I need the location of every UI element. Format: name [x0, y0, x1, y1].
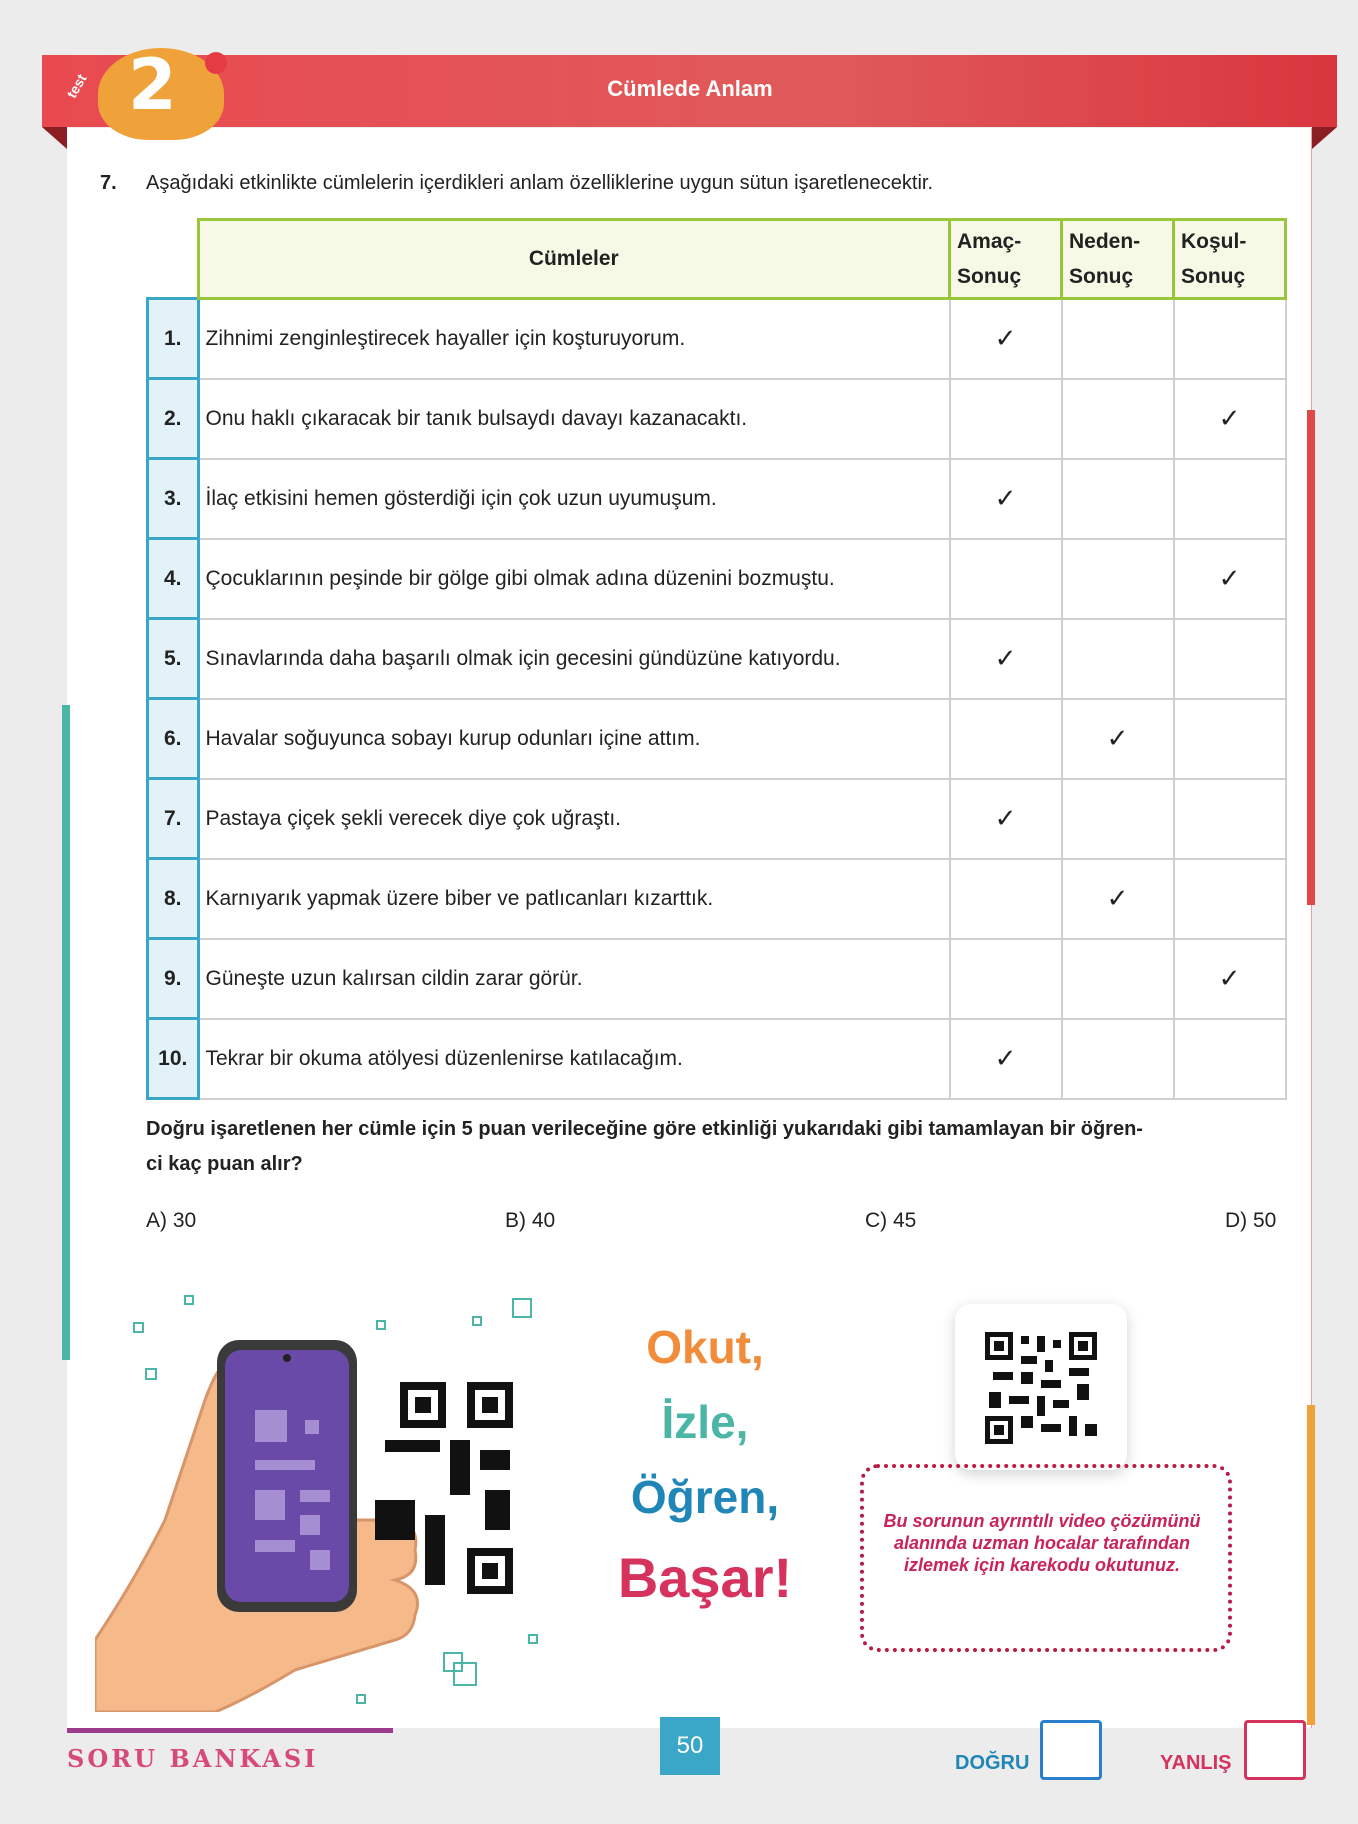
table-row — [148, 779, 1286, 859]
cell-kosul-sonuc[interactable] — [1174, 459, 1286, 539]
promo-word-izle: İzle, — [661, 1396, 749, 1448]
row-number: 8. — [148, 859, 199, 939]
activity-table — [146, 218, 1287, 1100]
cell-neden-sonuc[interactable] — [1062, 779, 1174, 859]
cell-amac-sonuc[interactable] — [950, 379, 1062, 459]
side-accent-teal — [62, 705, 70, 1360]
deco-square — [376, 1320, 386, 1330]
cell-neden-sonuc[interactable] — [1062, 1019, 1174, 1099]
test-word: test — [63, 71, 90, 101]
header-fold-right — [1312, 127, 1337, 149]
option-b[interactable]: B) 40 — [505, 1209, 556, 1232]
page-title: Cümlede Anlam — [607, 76, 773, 101]
question-prompt: Doğru işaretlenen her cümle için 5 puan verileceğine göre etkinliği yukarıdaki gibi tamamlayan bir öğren- ci kaç puan alır? — [146, 1118, 1143, 1175]
cell-amac-sonuc[interactable]: ✓ — [950, 1019, 1062, 1099]
cell-amac-sonuc[interactable]: ✓ — [950, 299, 1062, 379]
row-number: 4. — [148, 539, 199, 619]
cell-amac-sonuc[interactable]: ✓ — [950, 779, 1062, 859]
cell-amac-sonuc[interactable]: ✓ — [950, 459, 1062, 539]
row-number: 9. — [148, 939, 199, 1019]
cell-neden-sonuc[interactable]: ✓ — [1062, 859, 1174, 939]
question-text: Aşağıdaki etkinlikte cümlelerin içerdikleri anlam özelliklerine uygun sütun işaretlenecektir. — [146, 172, 934, 194]
header-neden-sonuc: Neden- Sonuç — [1062, 220, 1174, 299]
cell-kosul-sonuc[interactable]: ✓ — [1174, 939, 1286, 1019]
qr-card-overlay — [955, 1304, 1127, 1470]
table-row — [148, 939, 1286, 1019]
cell-kosul-sonuc[interactable]: ✓ — [1174, 379, 1286, 459]
table-row — [148, 859, 1286, 939]
cell-kosul-sonuc[interactable] — [1174, 699, 1286, 779]
cell-neden-sonuc[interactable] — [1062, 379, 1174, 459]
deco-square — [133, 1322, 144, 1333]
header-amac-sonuc: Amaç- Sonuç — [950, 220, 1062, 299]
badge-dot — [205, 52, 227, 74]
cell-amac-sonuc[interactable] — [950, 539, 1062, 619]
test-number: 2 — [128, 44, 177, 126]
table-row — [148, 459, 1286, 539]
row-sentence: Çocuklarının peşinde bir gölge gibi olmak adına düzenini bozmuştu. — [198, 539, 950, 619]
side-accent-red — [1307, 410, 1315, 905]
header-blank — [148, 220, 199, 299]
option-c[interactable]: C) 45 — [865, 1209, 917, 1232]
deco-square — [528, 1634, 538, 1644]
correct-count-box[interactable] — [1040, 1720, 1102, 1780]
table-row — [148, 699, 1286, 779]
cell-kosul-sonuc[interactable] — [1174, 299, 1286, 379]
promo-word-ogren: Öğren, — [630, 1471, 780, 1523]
promo-word-okut: Okut, — [646, 1321, 764, 1373]
cell-kosul-sonuc[interactable] — [1174, 619, 1286, 699]
cell-neden-sonuc[interactable] — [1062, 299, 1174, 379]
deco-square — [184, 1295, 194, 1305]
promo-word-basar: Başar! — [617, 1546, 793, 1609]
page-number: 50 — [660, 1717, 720, 1775]
wrong-count-box[interactable] — [1244, 1720, 1306, 1780]
hand-phone-illustration — [95, 1340, 525, 1712]
cell-neden-sonuc[interactable] — [1062, 619, 1174, 699]
table-row — [148, 1019, 1286, 1099]
row-number: 7. — [148, 779, 199, 859]
row-number: 2. — [148, 379, 199, 459]
table-row — [148, 539, 1286, 619]
row-number: 6. — [148, 699, 199, 779]
option-a[interactable]: A) 30 — [146, 1209, 197, 1232]
row-sentence: Tekrar bir okuma atölyesi düzenlenirse katılacağım. — [198, 1019, 950, 1099]
cell-amac-sonuc[interactable] — [950, 699, 1062, 779]
wrong-label: YANLIŞ — [1160, 1752, 1232, 1774]
table-row — [148, 619, 1286, 699]
row-number: 5. — [148, 619, 199, 699]
row-sentence: Karnıyarık yapmak üzere biber ve patlıcanları kızarttık. — [198, 859, 950, 939]
row-sentence: Zihnimi zenginleştirecek hayaller için koşturuyorum. — [198, 299, 950, 379]
cell-kosul-sonuc[interactable] — [1174, 779, 1286, 859]
side-accent-orange — [1307, 1405, 1315, 1725]
row-sentence: Onu haklı çıkaracak bir tanık bulsaydı davayı kazanacaktı. — [198, 379, 950, 459]
table-row — [148, 379, 1286, 459]
correct-label: DOĞRU — [955, 1752, 1030, 1774]
row-sentence: Güneşte uzun kalırsan cildin zarar görür. — [198, 939, 950, 1019]
cell-neden-sonuc[interactable] — [1062, 539, 1174, 619]
cell-kosul-sonuc[interactable] — [1174, 859, 1286, 939]
info-text: Bu sorunun ayrıntılı video çözümünü alanında uzman hocalar tarafından izlemek için karekodu okutunuz. — [883, 1511, 1201, 1575]
row-number: 1. — [148, 299, 199, 379]
row-sentence: Sınavlarında daha başarılı olmak için gecesini gündüzüne katıyordu. — [198, 619, 950, 699]
table-header-row — [148, 220, 1286, 299]
option-d[interactable]: D) 50 — [1225, 1209, 1277, 1232]
header-kosul-sonuc: Koşul- Sonuç — [1174, 220, 1286, 299]
header-fold-left — [42, 127, 67, 149]
footer-line — [67, 1728, 393, 1733]
table-row — [148, 299, 1286, 379]
header-sentences: Cümleler — [198, 220, 950, 299]
cell-kosul-sonuc[interactable] — [1174, 1019, 1286, 1099]
row-sentence: Havalar soğuyunca sobayı kurup odunları içine attım. — [198, 699, 950, 779]
cell-neden-sonuc[interactable] — [1062, 939, 1174, 1019]
cell-neden-sonuc[interactable] — [1062, 459, 1174, 539]
cell-kosul-sonuc[interactable]: ✓ — [1174, 539, 1286, 619]
cell-amac-sonuc[interactable] — [950, 939, 1062, 1019]
question-number: 7. — [100, 172, 117, 194]
cell-amac-sonuc[interactable]: ✓ — [950, 619, 1062, 699]
deco-square — [472, 1316, 482, 1326]
cell-neden-sonuc[interactable]: ✓ — [1062, 699, 1174, 779]
row-sentence: İlaç etkisini hemen gösterdiği için çok uzun uyumuşum. — [198, 459, 950, 539]
series-name: SORU BANKASI — [67, 1744, 319, 1773]
row-number: 3. — [148, 459, 199, 539]
cell-amac-sonuc[interactable] — [950, 859, 1062, 939]
deco-square — [512, 1298, 532, 1318]
row-sentence: Pastaya çiçek şekli verecek diye çok uğraştı. — [198, 779, 950, 859]
row-number: 10. — [148, 1019, 199, 1099]
